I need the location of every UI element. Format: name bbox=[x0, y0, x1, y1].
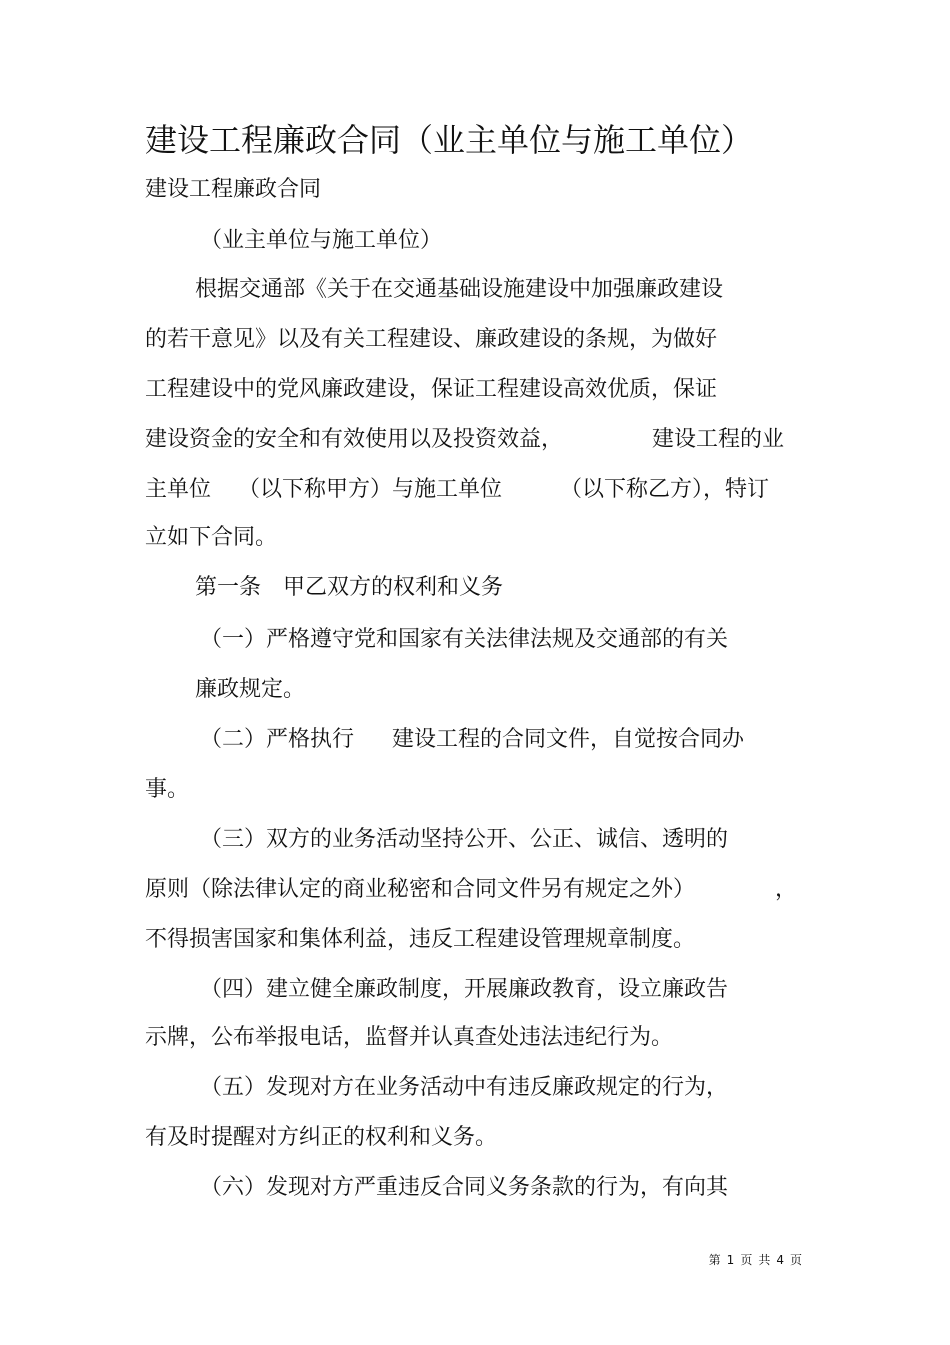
body-line: （以下称乙方），特订 bbox=[560, 477, 770, 502]
footer-page-number: 1 bbox=[726, 1253, 735, 1267]
footer-di: 第 bbox=[708, 1253, 721, 1267]
body-line: 建设工程的合同文件，自觉按合同办 bbox=[392, 727, 745, 752]
body-line: （以下称甲方）与施工单位 bbox=[238, 477, 503, 502]
footer-ye: 页 bbox=[740, 1253, 753, 1267]
body-line: （五）发现对方在业务活动中有违反廉政规定的行为， bbox=[200, 1075, 729, 1100]
body-line: 的若干意见》以及有关工程建设、廉政建设的条规，为做好 bbox=[145, 327, 718, 352]
footer-ye: 页 bbox=[789, 1253, 802, 1267]
subtitle: 建设工程廉政合同 bbox=[145, 177, 322, 202]
body-line: ， bbox=[775, 877, 798, 902]
footer-total-pages: 4 bbox=[776, 1253, 784, 1267]
body-line: 工程建设中的党风廉政建设，保证工程建设高效优质，保证 bbox=[145, 377, 718, 402]
page-footer bbox=[706, 1252, 805, 1268]
body-line: 有及时提醒对方纠正的权利和义务。 bbox=[145, 1125, 498, 1150]
body-line: （三）双方的业务活动坚持公开、公正、诚信、透明的 bbox=[200, 827, 729, 852]
body-line: 事。 bbox=[145, 777, 190, 802]
subtitle-paren: （业主单位与施工单位） bbox=[200, 228, 443, 253]
body-line: 不得损害国家和集体利益，违反工程建设管理规章制度。 bbox=[145, 927, 696, 952]
article-heading: 第一条 甲乙双方的权利和义务 bbox=[195, 575, 504, 600]
body-line: 根据交通部《关于在交通基础设施建设中加强廉政建设 bbox=[195, 277, 724, 302]
body-line: 主单位 bbox=[145, 477, 212, 502]
body-line: 建设资金的安全和有效使用以及投资效益， bbox=[145, 427, 564, 452]
body-line: （二）严格执行 bbox=[200, 727, 355, 752]
footer-gong: 共 bbox=[758, 1253, 771, 1267]
body-line: 示牌，公布举报电话，监督并认真查处违法违纪行为。 bbox=[145, 1025, 674, 1050]
body-line: 建设工程的业 bbox=[652, 427, 785, 452]
body-line: 原则（除法律认定的商业秘密和合同文件另有规定之外） bbox=[145, 877, 696, 902]
body-line: （六）发现对方严重违反合同义务条款的行为，有向其 bbox=[200, 1175, 729, 1200]
body-line: 廉政规定。 bbox=[195, 677, 306, 702]
body-line: 立如下合同。 bbox=[145, 525, 278, 550]
document-title: 建设工程廉政合同（业主单位与施工单位） bbox=[145, 121, 754, 159]
body-line: （四）建立健全廉政制度，开展廉政教育，设立廉政告 bbox=[200, 977, 729, 1002]
body-line: （一）严格遵守党和国家有关法律法规及交通部的有关 bbox=[200, 627, 729, 652]
